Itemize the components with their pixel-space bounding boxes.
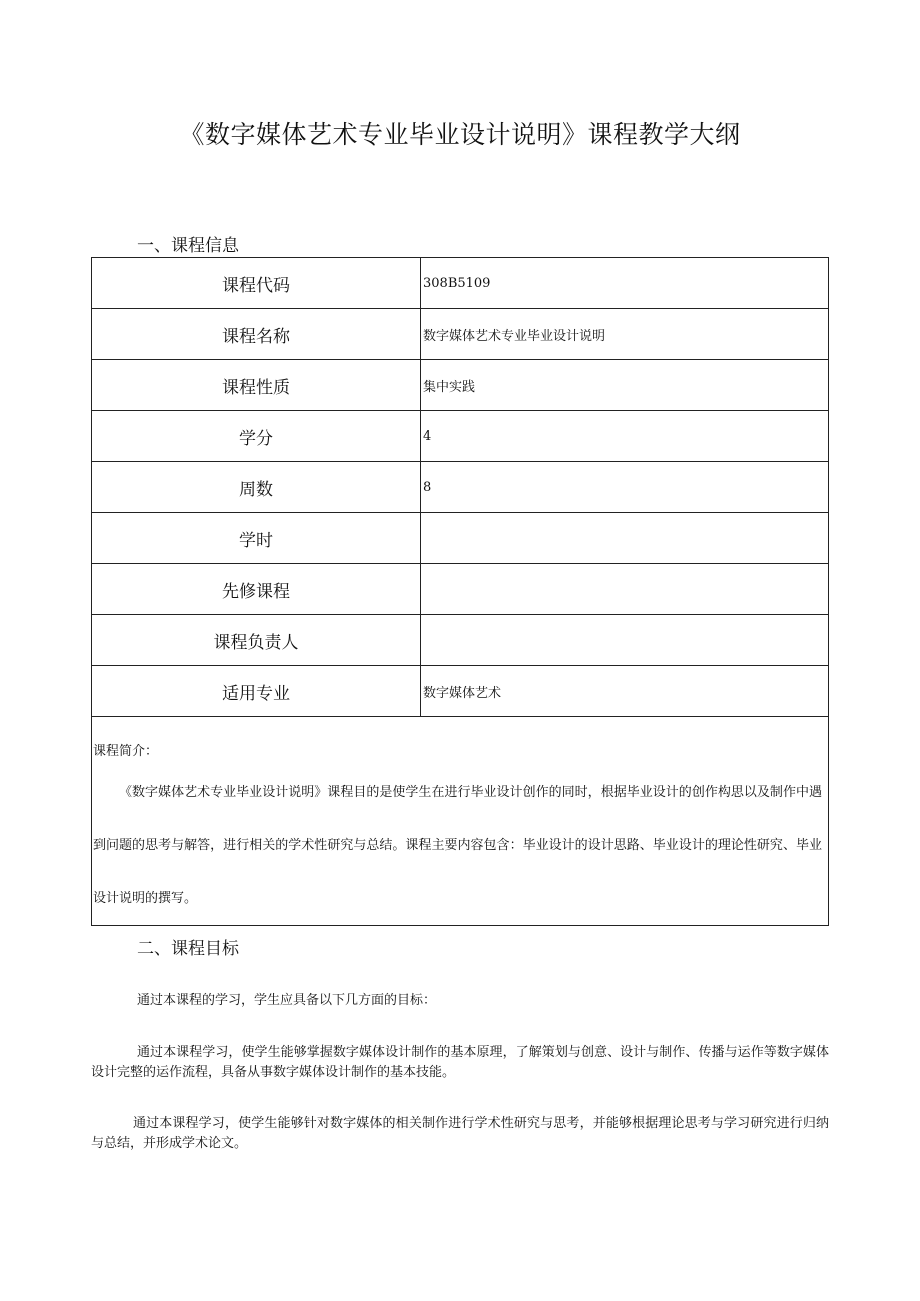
table-row (92, 666, 829, 717)
course-nature-label: 课程性质 (92, 360, 421, 411)
table-row (92, 258, 829, 309)
table-row (92, 462, 829, 513)
goal-paragraph: 通过本课程学习，使学生能够针对数字媒体的相关制作进行学术性研究与思考，并能够根据理论思考与学习研究进行归纳与总结，并形成学术论文。 (91, 1116, 829, 1151)
table-row (92, 309, 829, 360)
table-row (92, 360, 829, 411)
course-owner-label: 课程负责人 (92, 615, 421, 666)
applicable-major-value: 数字媒体艺术 (421, 666, 829, 717)
course-name-value: 数字媒体艺术专业毕业设计说明 (421, 309, 829, 360)
course-nature-value: 集中实践 (421, 360, 829, 411)
section-heading-course-info: 一、课程信息 (137, 236, 239, 256)
page-title: 《数字媒体艺术专业毕业设计说明》课程教学大纲 (179, 120, 741, 149)
table-row (92, 411, 829, 462)
hours-label: 学时 (92, 513, 421, 564)
course-code-label: 课程代码 (92, 258, 421, 309)
weeks-label: 周数 (92, 462, 421, 513)
applicable-major-label: 适用专业 (92, 666, 421, 717)
table-row (92, 513, 829, 564)
course-info-table (91, 257, 829, 926)
credits-value: 4 (421, 411, 829, 462)
prerequisite-label: 先修课程 (92, 564, 421, 615)
section-heading-course-goals: 二、课程目标 (137, 939, 239, 959)
prerequisite-value (421, 564, 829, 615)
table-row (92, 615, 829, 666)
goals-lead-paragraph: 通过本课程的学习，学生应具备以下几方面的目标： (137, 993, 437, 1008)
weeks-value: 8 (421, 462, 829, 513)
course-owner-value (421, 615, 829, 666)
course-name-label: 课程名称 (92, 309, 421, 360)
hours-value (421, 513, 829, 564)
credits-label: 学分 (92, 411, 421, 462)
goal-paragraph: 通过本课程学习，使学生能够掌握数字媒体设计制作的基本原理，了解策划与创意、设计与制作、传播与运作等数字媒体设计完整的运作流程，具备从事数字媒体设计制作的基本技能。 (91, 1045, 829, 1080)
course-intro-cell (92, 717, 829, 926)
course-code-value: 308B5109 (421, 258, 829, 309)
table-row (92, 717, 829, 926)
course-intro-text: 《数字媒体艺术专业毕业设计说明》课程目的是使学生在进行毕业设计创作的同时，根据毕业设计的创作构思以及制作中遇到问题的思考与解答，进行相关的学术性研究与总结。课程主要内容包含：毕业设计的设计思路、毕业设计的理论性研究、毕业设计说明的撰写。 (93, 785, 822, 906)
table-row (92, 564, 829, 615)
course-intro-label: 课程简介： (93, 744, 159, 759)
